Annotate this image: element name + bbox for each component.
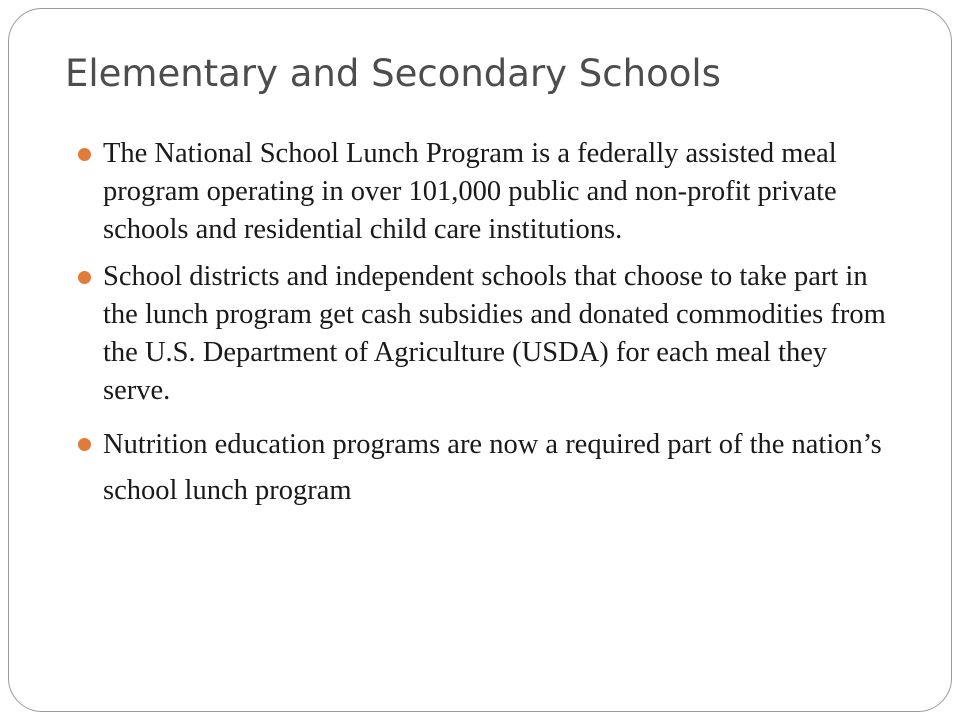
bullet-dot-icon [78, 438, 91, 451]
bullet-text: Nutrition education programs are now a required part of the nation’s school lunch program [103, 429, 882, 506]
bullet-dot-icon [78, 148, 91, 161]
bullet-text: School districts and independent schools that choose to take part in the lunch program get cash subsidies and donated commodities from the U.S. Department of Agriculture (USDA) for each meal they serve. [103, 261, 886, 406]
bullet-item [78, 135, 898, 249]
bullet-dot-icon [78, 271, 91, 284]
bullet-item [78, 422, 898, 514]
bullet-text: The National School Lunch Program is a federally assisted meal program operating in over 101,000 public and non-profit private schools and residential child care institutions. [103, 138, 837, 245]
bullet-list [78, 135, 898, 514]
bullet-item [78, 258, 898, 410]
slide-title: Elementary and Secondary Schools [65, 52, 721, 95]
